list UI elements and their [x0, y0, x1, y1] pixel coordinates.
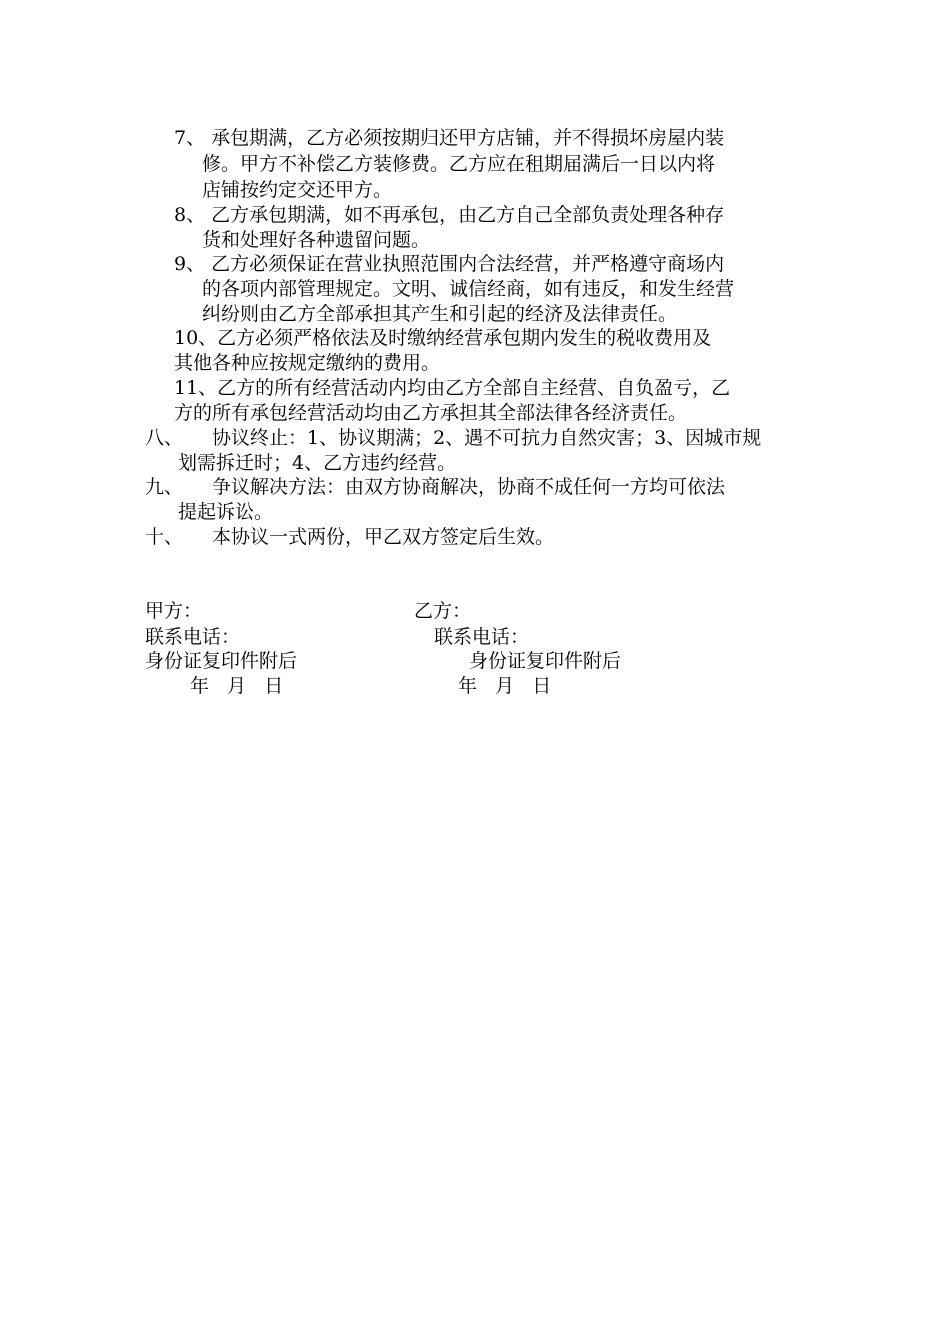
- section-9-number: 九、: [145, 476, 184, 498]
- clause-7-line-1: 7、 承包期满，乙方必须按期归还甲方店铺，并不得损坏房屋内装: [174, 127, 725, 149]
- clause-11-line-2: 方的所有承包经营活动均由乙方承担其全部法律各经济责任。: [174, 402, 688, 424]
- party-a-id-note: 身份证复印件附后: [145, 650, 298, 672]
- clause-7-line-3: 店铺按约定交还甲方。: [202, 179, 393, 201]
- clause-9-line-2: 的各项内部管理规定。文明、诚信经商，如有违反，和发生经营: [202, 278, 735, 300]
- clause-9-line-1: 9、 乙方必须保证在营业执照范围内合法经营，并严格遵守商场内: [174, 253, 725, 275]
- party-b-phone-label: 联系电话：: [434, 626, 530, 648]
- clause-10-line-2: 其他各种应按规定缴纳的费用。: [174, 352, 441, 374]
- section-10-line-1: 本协议一式两份，甲乙双方签定后生效。: [212, 526, 555, 548]
- clause-9-line-3: 纠纷则由乙方全部承担其产生和引起的经济及法律责任。: [202, 303, 678, 325]
- section-9-line-1: 争议解决方法：由双方协商解决，协商不成任何一方均可依法: [212, 476, 726, 498]
- section-8-line-1: 协议终止：1、协议期满；2、遇不可抗力自然灾害；3、因城市规: [212, 427, 762, 449]
- party-b-label: 乙方：: [414, 600, 472, 622]
- party-a-label: 甲方：: [145, 600, 203, 622]
- party-b-date: 年 月 日: [458, 675, 552, 697]
- clause-11-line-1: 11、乙方的所有经营活动内均由乙方全部自主经营、自负盈亏，乙: [174, 377, 731, 399]
- clause-8-line-1: 8、 乙方承包期满，如不再承包，由乙方自己全部负责处理各种存: [174, 204, 725, 226]
- section-8-line-2: 划需拆迁时；4、乙方违约经营。: [178, 452, 457, 474]
- party-b-id-note: 身份证复印件附后: [469, 650, 622, 672]
- section-10-number: 十、: [145, 526, 184, 548]
- clause-8-line-2: 货和处理好各种遗留问题。: [202, 229, 431, 251]
- section-8-number: 八、: [145, 427, 184, 449]
- party-a-phone-label: 联系电话：: [145, 626, 241, 648]
- section-9-line-2: 提起诉讼。: [178, 501, 274, 523]
- party-a-date: 年 月 日: [190, 675, 284, 697]
- clause-7-line-2: 修。甲方不补偿乙方装修费。乙方应在租期届满后一日以内将: [202, 153, 716, 175]
- clause-10-line-1: 10、乙方必须严格依法及时缴纳经营承包期内发生的税收费用及: [174, 327, 712, 349]
